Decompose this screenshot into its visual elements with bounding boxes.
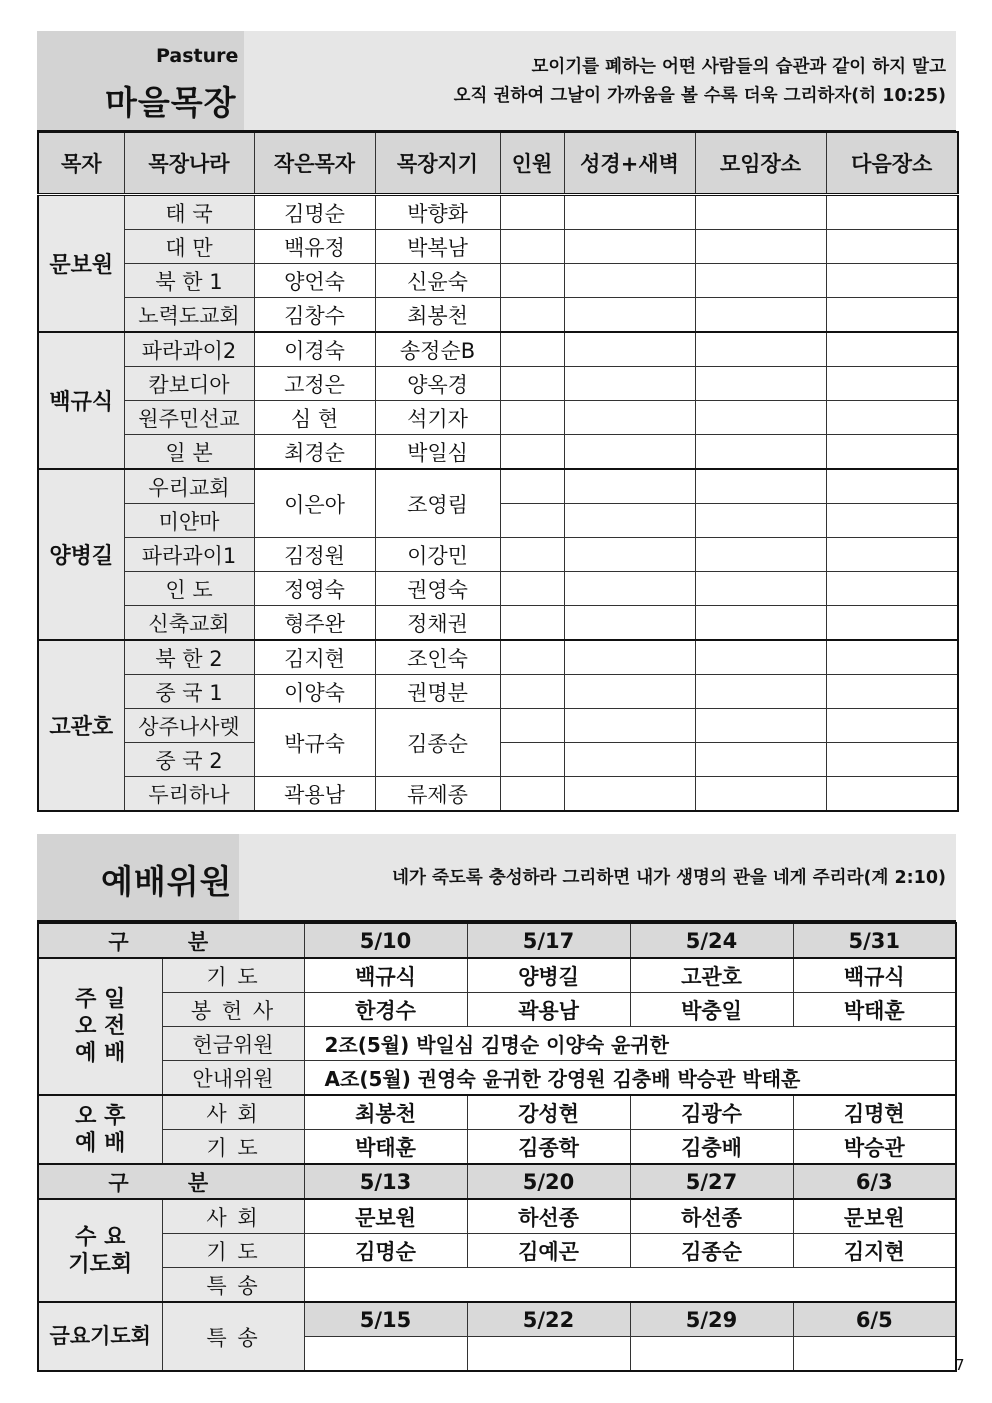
small-pastor-cell: 이경숙 — [254, 332, 375, 367]
date-cell: 5/15 — [304, 1302, 467, 1337]
country-cell: 두리하나 — [124, 777, 254, 812]
count-cell[interactable] — [500, 435, 564, 470]
prayer-label: 기 도 — [162, 1130, 304, 1165]
keeper-cell: 신윤숙 — [375, 264, 500, 298]
header-count: 인원 — [500, 132, 564, 195]
name-cell: 김광수 — [630, 1095, 793, 1130]
count-cell[interactable] — [500, 504, 564, 538]
count-cell[interactable] — [500, 777, 564, 812]
village-verse-line2: 오직 권하여 그날이 가까움을 볼 수록 더욱 그리하자(히 10:25) — [453, 86, 946, 106]
meeting-place-cell[interactable] — [695, 264, 826, 298]
table-row — [38, 332, 958, 367]
count-cell[interactable] — [500, 469, 564, 504]
page-number: 7 — [955, 1356, 965, 1374]
date-cell: 5/17 — [467, 923, 630, 958]
table-row — [38, 640, 958, 675]
meeting-place-cell[interactable] — [695, 675, 826, 709]
next-place-cell[interactable] — [826, 606, 958, 641]
country-cell: 노력도교회 — [124, 298, 254, 333]
table-row — [38, 469, 958, 504]
sunday-date-row — [38, 923, 956, 958]
name-cell: 최봉천 — [304, 1095, 467, 1130]
country-cell: 신축교회 — [124, 606, 254, 641]
country-cell: 대 만 — [124, 230, 254, 264]
header-next-place: 다음장소 — [826, 132, 958, 195]
gubun-label: 구 분 — [38, 923, 304, 958]
name-cell: 김명현 — [793, 1095, 956, 1130]
date-cell: 5/22 — [467, 1302, 630, 1337]
country-cell: 일 본 — [124, 435, 254, 470]
keeper-cell: 조인숙 — [375, 640, 500, 675]
header-keeper: 목장지기 — [375, 132, 500, 195]
keeper-cell: 양옥경 — [375, 367, 500, 401]
next-place-cell[interactable] — [826, 367, 958, 401]
meeting-place-cell[interactable] — [695, 435, 826, 470]
meeting-place-cell[interactable] — [695, 777, 826, 812]
country-cell: 미얀마 — [124, 504, 254, 538]
bible-dawn-cell[interactable] — [564, 264, 695, 298]
keeper-cell: 박복남 — [375, 230, 500, 264]
keeper-cell: 김종순 — [375, 709, 500, 777]
small-pastor-cell: 심 현 — [254, 401, 375, 435]
bible-dawn-cell[interactable] — [564, 332, 695, 367]
count-cell[interactable] — [500, 640, 564, 675]
count-cell[interactable] — [500, 367, 564, 401]
sunday-prayer-row — [38, 958, 956, 993]
keeper-cell: 조영림 — [375, 469, 500, 538]
keeper-cell: 최봉천 — [375, 298, 500, 333]
next-place-cell[interactable] — [826, 504, 958, 538]
country-cell: 우리교회 — [124, 469, 254, 504]
name-cell: 한경수 — [304, 993, 467, 1027]
sunday-am-label — [38, 958, 162, 1095]
table-row — [38, 538, 958, 572]
table-row — [38, 606, 958, 641]
pastor-cell: 고관호 — [38, 640, 124, 811]
date-cell: 5/20 — [467, 1164, 630, 1199]
friday-label: 금요기도회 — [38, 1302, 162, 1371]
country-cell: 중 국 1 — [124, 675, 254, 709]
country-cell: 북 한 2 — [124, 640, 254, 675]
next-place-cell[interactable] — [826, 572, 958, 606]
date-cell: 5/31 — [793, 923, 956, 958]
country-cell: 파라과이2 — [124, 332, 254, 367]
next-place-cell[interactable] — [826, 298, 958, 333]
host-label: 사 회 — [162, 1095, 304, 1130]
special-cell[interactable] — [630, 1337, 793, 1372]
sunday-pm-line: 오 후 — [75, 1103, 126, 1129]
bible-dawn-cell[interactable] — [564, 504, 695, 538]
pm-prayer-row — [38, 1130, 956, 1165]
meeting-place-cell[interactable] — [695, 640, 826, 675]
country-cell: 중 국 2 — [124, 743, 254, 777]
small-pastor-cell: 곽용남 — [254, 777, 375, 812]
name-cell: 김명순 — [304, 1234, 467, 1268]
sunday-am-line: 오 전 — [75, 1014, 126, 1039]
sunday-am-line: 주 일 — [75, 987, 126, 1012]
wednesday-line: 수 요 — [75, 1224, 126, 1250]
bible-dawn-cell[interactable] — [564, 606, 695, 641]
special-cell[interactable] — [304, 1337, 467, 1372]
count-cell[interactable] — [500, 264, 564, 298]
name-cell: 김예곤 — [467, 1234, 630, 1268]
village-sub-label: Pasture — [156, 45, 239, 67]
special-label: 특 송 — [162, 1302, 304, 1371]
prayer-label: 기 도 — [162, 958, 304, 993]
date-cell: 5/10 — [304, 923, 467, 958]
sunday-pm-line: 예 배 — [75, 1130, 126, 1156]
bible-dawn-cell[interactable] — [564, 743, 695, 777]
name-cell: 박태훈 — [304, 1130, 467, 1165]
name-cell: 양병길 — [467, 958, 630, 993]
country-cell: 파라과이1 — [124, 538, 254, 572]
count-cell[interactable] — [500, 538, 564, 572]
table-row — [38, 195, 958, 230]
name-cell: 박충일 — [630, 993, 793, 1027]
name-cell: 박태훈 — [793, 993, 956, 1027]
sunday-am-line: 예 배 — [75, 1041, 126, 1066]
special-label: 특 송 — [162, 1268, 304, 1303]
table-row — [38, 435, 958, 470]
name-cell: 김종순 — [630, 1234, 793, 1268]
meeting-place-cell[interactable] — [695, 332, 826, 367]
table-row — [38, 572, 958, 606]
worship-banner — [37, 834, 956, 922]
village-verse-line1: 모이기를 폐하는 어떤 사람들의 습관과 같이 하지 말고 — [531, 57, 946, 77]
keeper-cell: 권명분 — [375, 675, 500, 709]
small-pastor-cell: 양언숙 — [254, 264, 375, 298]
table-row — [38, 401, 958, 435]
bible-dawn-cell[interactable] — [564, 367, 695, 401]
keeper-cell: 송정순B — [375, 332, 500, 367]
header-meeting-place: 모임장소 — [695, 132, 826, 195]
special-cell[interactable] — [467, 1337, 630, 1372]
meeting-place-cell[interactable] — [695, 195, 826, 230]
name-cell: 고관호 — [630, 958, 793, 993]
offering-row — [38, 993, 956, 1027]
name-cell: 김지현 — [793, 1234, 956, 1268]
name-cell: 곽용남 — [467, 993, 630, 1027]
next-place-cell[interactable] — [826, 640, 958, 675]
usher-value: A조(5월) 권영숙 윤귀한 강영원 김충배 박승관 박태훈 — [304, 1061, 956, 1096]
pastor-cell: 백규식 — [38, 332, 124, 469]
next-place-cell[interactable] — [826, 264, 958, 298]
small-pastor-cell: 김창수 — [254, 298, 375, 333]
offering-committee-row — [38, 1027, 956, 1061]
small-pastor-cell: 김명순 — [254, 195, 375, 230]
count-cell[interactable] — [500, 606, 564, 641]
meeting-place-cell[interactable] — [695, 743, 826, 777]
next-place-cell[interactable] — [826, 777, 958, 812]
country-cell: 태 국 — [124, 195, 254, 230]
keeper-cell: 박향화 — [375, 195, 500, 230]
table-row — [38, 264, 958, 298]
village-title: 마을목장 — [105, 83, 237, 122]
next-place-cell[interactable] — [826, 401, 958, 435]
date-cell: 5/29 — [630, 1302, 793, 1337]
bible-dawn-cell[interactable] — [564, 401, 695, 435]
table-row — [38, 298, 958, 333]
keeper-cell: 석기자 — [375, 401, 500, 435]
name-cell: 백규식 — [304, 958, 467, 993]
bible-dawn-cell[interactable] — [564, 675, 695, 709]
small-pastor-cell: 최경순 — [254, 435, 375, 470]
header-bible-dawn: 성경+새벽 — [564, 132, 695, 195]
wed-prayer-row — [38, 1234, 956, 1268]
keeper-cell: 정채권 — [375, 606, 500, 641]
worship-title: 예배위원 — [101, 862, 233, 901]
special-cell[interactable] — [793, 1337, 956, 1372]
pm-host-row — [38, 1095, 956, 1130]
bible-dawn-cell[interactable] — [564, 572, 695, 606]
next-place-cell[interactable] — [826, 332, 958, 367]
meeting-place-cell[interactable] — [695, 709, 826, 743]
offering-committee-label: 헌금위원 — [162, 1027, 304, 1061]
name-cell: 박승관 — [793, 1130, 956, 1165]
small-pastor-cell: 백유정 — [254, 230, 375, 264]
special-value[interactable] — [304, 1268, 956, 1303]
gubun-label: 구 분 — [38, 1164, 304, 1199]
meeting-place-cell[interactable] — [695, 401, 826, 435]
village-banner — [37, 31, 956, 132]
host-label: 사 회 — [162, 1199, 304, 1234]
header-pastor: 목자 — [38, 132, 124, 195]
count-cell[interactable] — [500, 230, 564, 264]
table-row — [38, 230, 958, 264]
bible-dawn-cell[interactable] — [564, 709, 695, 743]
small-pastor-cell: 이은아 — [254, 469, 375, 538]
bible-dawn-cell[interactable] — [564, 469, 695, 504]
keeper-cell: 류제종 — [375, 777, 500, 812]
count-cell[interactable] — [500, 675, 564, 709]
meeting-place-cell[interactable] — [695, 606, 826, 641]
count-cell[interactable] — [500, 298, 564, 333]
pastor-cell: 양병길 — [38, 469, 124, 640]
count-cell[interactable] — [500, 401, 564, 435]
header-small-pastor: 작은목자 — [254, 132, 375, 195]
keeper-cell: 박일심 — [375, 435, 500, 470]
sunday-pm-label — [38, 1095, 162, 1164]
name-cell: 하선종 — [630, 1199, 793, 1234]
keeper-cell: 이강민 — [375, 538, 500, 572]
wednesday-line: 기도회 — [68, 1251, 133, 1277]
wed-special-row — [38, 1268, 956, 1303]
header-country: 목장나라 — [124, 132, 254, 195]
wed-host-row — [38, 1199, 956, 1234]
meeting-place-cell[interactable] — [695, 572, 826, 606]
small-pastor-cell: 정영숙 — [254, 572, 375, 606]
country-cell: 상주나사렛 — [124, 709, 254, 743]
next-place-cell[interactable] — [826, 195, 958, 230]
next-place-cell[interactable] — [826, 675, 958, 709]
name-cell: 김충배 — [630, 1130, 793, 1165]
date-cell: 5/24 — [630, 923, 793, 958]
small-pastor-cell: 형주완 — [254, 606, 375, 641]
bible-dawn-cell[interactable] — [564, 538, 695, 572]
date-cell: 6/5 — [793, 1302, 956, 1337]
count-cell[interactable] — [500, 572, 564, 606]
name-cell: 문보원 — [304, 1199, 467, 1234]
prayer-label: 기 도 — [162, 1234, 304, 1268]
count-cell[interactable] — [500, 195, 564, 230]
next-place-cell[interactable] — [826, 230, 958, 264]
next-place-cell[interactable] — [826, 435, 958, 470]
next-place-cell[interactable] — [826, 538, 958, 572]
small-pastor-cell: 고정은 — [254, 367, 375, 401]
bible-dawn-cell[interactable] — [564, 195, 695, 230]
small-pastor-cell: 김지현 — [254, 640, 375, 675]
count-cell[interactable] — [500, 743, 564, 777]
meeting-place-cell[interactable] — [695, 298, 826, 333]
bible-dawn-cell[interactable] — [564, 435, 695, 470]
date-cell: 5/27 — [630, 1164, 793, 1199]
name-cell: 강성현 — [467, 1095, 630, 1130]
keeper-cell: 권영숙 — [375, 572, 500, 606]
worship-table — [37, 922, 957, 1372]
small-pastor-cell: 김정원 — [254, 538, 375, 572]
bible-dawn-cell[interactable] — [564, 298, 695, 333]
village-table — [37, 131, 959, 812]
pastor-cell: 문보원 — [38, 195, 124, 333]
meeting-place-cell[interactable] — [695, 230, 826, 264]
table-row — [38, 777, 958, 812]
country-cell: 인 도 — [124, 572, 254, 606]
country-cell: 북 한 1 — [124, 264, 254, 298]
next-place-cell[interactable] — [826, 743, 958, 777]
usher-row — [38, 1061, 956, 1096]
name-cell: 하선종 — [467, 1199, 630, 1234]
next-place-cell[interactable] — [826, 709, 958, 743]
count-cell[interactable] — [500, 709, 564, 743]
village-header-row — [38, 132, 958, 195]
meeting-place-cell[interactable] — [695, 538, 826, 572]
meeting-place-cell[interactable] — [695, 504, 826, 538]
count-cell[interactable] — [500, 332, 564, 367]
offering-label: 봉 헌 사 — [162, 993, 304, 1027]
table-row — [38, 367, 958, 401]
bible-dawn-cell[interactable] — [564, 777, 695, 812]
offering-committee-value: 2조(5월) 박일심 김명순 이양숙 윤귀한 — [304, 1027, 956, 1061]
date-cell: 5/13 — [304, 1164, 467, 1199]
bible-dawn-cell[interactable] — [564, 230, 695, 264]
small-pastor-cell: 이양숙 — [254, 675, 375, 709]
small-pastor-cell: 박규숙 — [254, 709, 375, 777]
usher-label: 안내위원 — [162, 1061, 304, 1096]
meeting-place-cell[interactable] — [695, 367, 826, 401]
wednesday-label — [38, 1199, 162, 1302]
name-cell: 김종학 — [467, 1130, 630, 1165]
wed-date-row — [38, 1164, 956, 1199]
table-row — [38, 709, 958, 743]
name-cell: 문보원 — [793, 1199, 956, 1234]
bible-dawn-cell[interactable] — [564, 640, 695, 675]
date-cell: 6/3 — [793, 1164, 956, 1199]
country-cell: 캄보디아 — [124, 367, 254, 401]
name-cell: 백규식 — [793, 958, 956, 993]
meeting-place-cell[interactable] — [695, 469, 826, 504]
worship-verse: 네가 죽도록 충성하라 그리하면 내가 생명의 관을 네게 주리라(계 2:10) — [392, 868, 946, 888]
fri-date-row — [38, 1302, 956, 1337]
village-verse — [454, 53, 946, 111]
next-place-cell[interactable] — [826, 469, 958, 504]
table-row — [38, 675, 958, 709]
country-cell: 원주민선교 — [124, 401, 254, 435]
